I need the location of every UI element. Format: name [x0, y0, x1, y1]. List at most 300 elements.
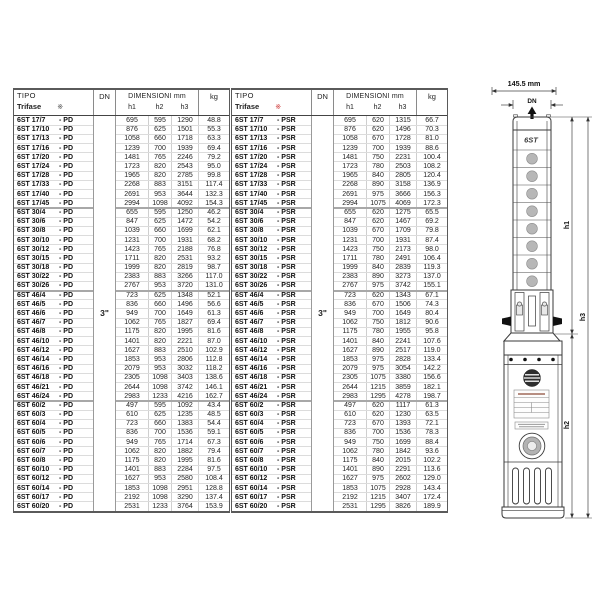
h3-value: 2785: [171, 172, 198, 180]
table-row: [334, 244, 447, 253]
suction-section: [502, 290, 562, 333]
model-name: 6ST 17/45: [235, 199, 268, 207]
table-row: [116, 318, 229, 327]
h1-value: 1723: [124, 163, 140, 171]
h2-value: 625: [148, 126, 171, 134]
model-cell: [232, 327, 311, 336]
model-name: 6ST 30/26: [235, 282, 268, 290]
model-cell: [14, 263, 93, 272]
h3-value: 3742: [389, 282, 416, 290]
h2-value: 883: [148, 466, 171, 474]
h2-value: 700: [366, 429, 389, 437]
model-suffix: - PSR: [277, 310, 296, 318]
model-name: 6ST 60/7: [235, 447, 264, 455]
kg-value: 63.3: [198, 135, 229, 143]
model-cell: [232, 290, 311, 299]
h3-value: 1699: [171, 227, 198, 235]
model-suffix: - PSR: [277, 392, 296, 400]
kg-value: 62.1: [198, 227, 229, 235]
model-suffix: - PSR: [277, 355, 296, 363]
header-h3: h3: [398, 104, 407, 111]
kg-value: 78.3: [416, 429, 447, 437]
kg-value: 54.4: [198, 420, 229, 428]
model-suffix: - PSR: [277, 181, 296, 189]
model-suffix: - PD: [59, 264, 73, 272]
model-cell: [232, 272, 311, 281]
motor-bracket: [504, 333, 562, 365]
model-suffix: - PD: [59, 411, 73, 419]
model-suffix: - PD: [59, 328, 73, 336]
header-h1: h1: [128, 104, 136, 111]
kg-value: 80.4: [416, 309, 447, 317]
model-suffix: - PSR: [277, 227, 296, 235]
model-cell: [232, 143, 311, 152]
table-row: [116, 391, 229, 400]
h3-value: 1290: [171, 116, 198, 125]
kg-value: 65.5: [416, 209, 447, 216]
kg-value: 63.5: [416, 411, 447, 419]
h2-value: 750: [366, 438, 389, 446]
kg-value: 142.2: [416, 365, 447, 373]
h1-value: 2305: [124, 374, 140, 382]
h2-value: 620: [366, 402, 389, 409]
model-suffix: - PSR: [277, 319, 296, 327]
h3-value: 2602: [389, 475, 416, 483]
h1-value: 1853: [342, 484, 358, 492]
model-suffix: - PD: [59, 438, 73, 446]
model-suffix: - PD: [59, 374, 73, 382]
kg-value: 70.3: [416, 126, 447, 134]
h2-value: 953: [148, 355, 171, 363]
h2-value: 890: [366, 181, 389, 189]
h2-value: 595: [148, 402, 171, 409]
table-row: [334, 492, 447, 501]
h2-value: 890: [366, 346, 389, 354]
kg-value: 132.3: [198, 190, 229, 198]
model-name: 6ST 46/16: [235, 365, 268, 373]
h2-value: 620: [366, 218, 389, 226]
kg-value: 189.9: [416, 502, 447, 510]
h1-value: 1401: [124, 466, 140, 474]
h1-value: 1627: [124, 346, 140, 354]
kg-value: 90.6: [416, 319, 447, 327]
h2-value: 953: [148, 190, 171, 198]
model-cell: [232, 483, 311, 492]
kg-value: 131.0: [198, 282, 229, 290]
table-row: [334, 290, 447, 299]
kg-value: 119.0: [416, 346, 447, 354]
h2-value: 820: [148, 328, 171, 336]
model-name: 6ST 30/8: [17, 227, 46, 235]
model-name: 6ST 60/8: [17, 457, 46, 465]
h2-value: 1295: [366, 502, 389, 510]
table-header: [14, 90, 229, 116]
h2-value: 840: [366, 337, 389, 345]
width-dimension: [492, 79, 556, 95]
kg-value: 156.3: [416, 190, 447, 198]
model-cell: [232, 244, 311, 253]
h2-value: 820: [148, 447, 171, 455]
h3-value: 1343: [389, 292, 416, 299]
h3-value: 2806: [171, 355, 198, 363]
kg-value: 102.9: [198, 346, 229, 354]
h1-value: 2691: [124, 190, 140, 198]
kg-value: 136.9: [416, 181, 447, 189]
h3-value: 1348: [171, 292, 198, 299]
table-header: [232, 90, 447, 116]
dimensions-table-pd: [13, 88, 230, 513]
model-name: 6ST 46/8: [17, 328, 46, 336]
h2-value: 780: [366, 447, 389, 455]
h2-value: 953: [148, 282, 171, 290]
model-name: 6ST 60/14: [235, 484, 268, 492]
h3-value: 1117: [389, 402, 416, 409]
model-cell: [14, 446, 93, 455]
table-row: [116, 253, 229, 262]
h2-value: 1215: [366, 493, 389, 501]
model-cell: [232, 125, 311, 134]
model-suffix: - PSR: [277, 199, 296, 207]
model-cell: [232, 446, 311, 455]
h1-value: 610: [126, 411, 138, 419]
model-suffix: - PSR: [277, 346, 296, 354]
h3-value: 3720: [171, 282, 198, 290]
model-cell: [232, 437, 311, 446]
table-body: [14, 116, 229, 511]
model-suffix: - PSR: [277, 245, 296, 253]
h3-value: 1393: [389, 420, 416, 428]
table-row: [334, 189, 447, 198]
h1-value: 1058: [342, 135, 358, 143]
h1-value: 497: [344, 402, 356, 410]
model-name: 6ST 17/16: [235, 144, 268, 152]
h2-value: 750: [366, 319, 389, 327]
data-columns: [116, 116, 229, 511]
h3-value: 2491: [389, 254, 416, 262]
kg-value: 119.3: [416, 264, 447, 272]
h1-value: 1175: [124, 457, 140, 465]
kg-value: 67.1: [416, 292, 447, 299]
model-cell: [14, 244, 93, 253]
model-cell: [232, 253, 311, 262]
model-cell: [14, 116, 93, 125]
model-cell: [14, 391, 93, 400]
kg-value: 107.6: [416, 337, 447, 345]
model-suffix: - PD: [59, 429, 73, 437]
model-suffix: - PSR: [277, 365, 296, 373]
model-name: 6ST 60/17: [235, 493, 268, 501]
h3-value: 2284: [171, 466, 198, 474]
model-name: 6ST 46/24: [235, 392, 268, 400]
kg-value: 59.1: [198, 429, 229, 437]
table-row: [116, 483, 229, 492]
h3-value: 1472: [171, 218, 198, 226]
table-row: [334, 419, 447, 428]
model-suffix: - PD: [59, 475, 73, 483]
model-cell: [14, 189, 93, 198]
h1-value: 2192: [342, 493, 358, 501]
h3-value: 1467: [389, 218, 416, 226]
h3-value: 1092: [171, 402, 198, 409]
kg-value: 133.4: [416, 355, 447, 363]
h1-value: 1423: [124, 245, 140, 253]
h3-value: 1728: [389, 135, 416, 143]
model-name: 6ST 46/6: [235, 310, 264, 318]
table-row: [116, 308, 229, 317]
table-row: [116, 263, 229, 272]
kg-value: 88.6: [416, 144, 447, 152]
h3-value: 3273: [389, 273, 416, 281]
h1-value: 1039: [342, 227, 358, 235]
kg-value: 138.6: [198, 374, 229, 382]
header-dimensioni: DIMENSIONI mm: [128, 93, 186, 100]
h2-value: 765: [148, 319, 171, 327]
model-cell: [232, 410, 311, 419]
model-cell: [232, 308, 311, 317]
h3-value: 3742: [171, 383, 198, 391]
kg-value: 46.2: [198, 209, 229, 216]
h2-value: 890: [366, 466, 389, 474]
model-cell: [232, 189, 311, 198]
h1-value: 836: [344, 429, 356, 437]
table-row: [334, 318, 447, 327]
table-row: [334, 455, 447, 464]
table-row: [334, 354, 447, 363]
kg-value: 108.2: [416, 162, 447, 170]
header-h1: h1: [346, 104, 354, 111]
model-cell: [14, 382, 93, 391]
h1-value: 1401: [342, 466, 358, 474]
table-row: [334, 501, 447, 510]
model-cell: [232, 281, 311, 290]
h2-value: 883: [148, 273, 171, 281]
table-row: [116, 152, 229, 161]
model-suffix: - PD: [59, 484, 73, 492]
header-h2: h2: [155, 104, 164, 111]
kg-value: 97.5: [198, 466, 229, 474]
h2-value: 765: [148, 153, 171, 161]
model-suffix: - PD: [59, 457, 73, 465]
h2-value: 820: [148, 172, 171, 180]
h2-value: 883: [148, 181, 171, 189]
kg-value: 117.4: [198, 181, 229, 189]
h3-value: 4092: [171, 199, 198, 207]
kg-value: 106.4: [416, 254, 447, 262]
h1-value: 2305: [342, 374, 358, 382]
kg-value: 87.0: [198, 337, 229, 345]
h3-value: 2928: [389, 484, 416, 492]
kg-value: 61.3: [416, 402, 447, 409]
model-cell: [14, 308, 93, 317]
model-cell: [14, 226, 93, 235]
table-row: [334, 143, 447, 152]
model-name: 6ST 30/22: [17, 273, 50, 281]
kg-value: 156.6: [416, 374, 447, 382]
h3-value: 1649: [389, 309, 416, 317]
kg-value: 100.4: [416, 153, 447, 161]
h2-value: 620: [366, 209, 389, 216]
header-tipo-label: TIPO: [235, 91, 254, 100]
table-row: [334, 217, 447, 226]
h3-value: 1699: [389, 438, 416, 446]
model-suffix: - PD: [59, 319, 73, 327]
table-row: [116, 180, 229, 189]
model-suffix: - PSR: [277, 236, 296, 244]
h1-value: 1175: [342, 328, 358, 336]
side-bolt-icon: [502, 317, 562, 327]
h3-value: 3407: [389, 493, 416, 501]
h3-value: 1649: [171, 309, 198, 317]
kg-value: 54.2: [198, 218, 229, 226]
table-row: [334, 446, 447, 455]
kg-value: 182.1: [416, 383, 447, 391]
model-suffix: - PSR: [277, 144, 296, 152]
kg-value: 120.4: [416, 172, 447, 180]
table-body: [232, 116, 447, 511]
h1-value: 1999: [342, 264, 358, 272]
model-name: 6ST 60/5: [235, 429, 264, 437]
h1-value: 1711: [342, 254, 358, 262]
table-row: [116, 373, 229, 382]
table-row: [334, 253, 447, 262]
model-suffix: - PSR: [277, 218, 296, 226]
table-row: [116, 327, 229, 336]
h1-value: 949: [344, 438, 356, 446]
model-cell: [232, 171, 311, 180]
h2-value: 1233: [148, 392, 171, 400]
table-row: [334, 152, 447, 161]
model-name: 6ST 46/12: [17, 346, 50, 354]
h3-value: 1501: [171, 126, 198, 134]
h3-value: 3266: [171, 273, 198, 281]
h3-value: 3859: [389, 383, 416, 391]
h2-value: 1098: [148, 493, 171, 501]
h3-value: 3158: [389, 181, 416, 189]
h2-value: 975: [366, 282, 389, 290]
model-cell: [232, 116, 311, 125]
kg-value: 99.8: [198, 172, 229, 180]
model-cell: [232, 299, 311, 308]
table-row: [116, 446, 229, 455]
kg-value: 61.3: [198, 309, 229, 317]
h1-value: 1853: [124, 484, 140, 492]
h1-value: 1062: [124, 319, 140, 327]
model-cell: [14, 152, 93, 161]
h2-value: 660: [148, 135, 171, 143]
h1-value: 2983: [124, 392, 140, 400]
model-name: 6ST 46/8: [235, 328, 264, 336]
nameplate: [514, 390, 549, 418]
h1-value: 836: [344, 300, 356, 308]
h3-value: 1955: [389, 328, 416, 336]
h1-value: 1239: [342, 144, 358, 152]
table-row: [116, 290, 229, 299]
h1-value: 2767: [124, 282, 140, 290]
h1-value: 1175: [124, 328, 140, 336]
model-suffix: - PD: [59, 153, 73, 161]
h3-value: 2173: [389, 245, 416, 253]
table-row: [116, 364, 229, 373]
model-name: 6ST 46/16: [17, 365, 50, 373]
kg-value: 43.4: [198, 402, 229, 409]
h1-value: 1999: [124, 264, 140, 272]
bolt-dots: [509, 358, 555, 362]
model-suffix: - PD: [59, 126, 73, 134]
model-name: 6ST 17/16: [17, 144, 50, 152]
model-cell: [232, 400, 311, 409]
header-h3: h3: [180, 104, 189, 111]
brand-logo-icon: [524, 370, 541, 387]
model-cell: [14, 281, 93, 290]
h2-value: 750: [366, 245, 389, 253]
table-row: [334, 336, 447, 345]
model-cell: [14, 419, 93, 428]
h2-value: 1295: [366, 392, 389, 400]
h2-value: 840: [366, 456, 389, 464]
h1-value: 1965: [342, 172, 358, 180]
h3-value: 1718: [171, 135, 198, 143]
h2-value: 620: [366, 292, 389, 299]
model-name: 6ST 60/20: [235, 502, 268, 510]
motor-fins: [504, 462, 562, 504]
model-name: 6ST 60/7: [17, 447, 46, 455]
h1-value: 1062: [342, 447, 358, 455]
kg-value: 48.8: [198, 116, 229, 125]
kg-value: 93.2: [198, 254, 229, 262]
model-cell: [14, 290, 93, 299]
h3-value: 3151: [171, 181, 198, 189]
table-row: [334, 116, 447, 125]
h1-value: 876: [344, 126, 356, 134]
table-row: [116, 299, 229, 308]
model-name: 6ST 17/24: [17, 163, 50, 171]
model-suffix: - PD: [59, 346, 73, 354]
model-suffix: - PD: [59, 292, 73, 300]
model-name: 6ST 17/45: [17, 199, 50, 207]
h3-dimension-label: h3: [580, 312, 587, 322]
kg-value: 69.4: [198, 319, 229, 327]
kg-value: 55.3: [198, 126, 229, 134]
h2-value: 670: [366, 420, 389, 428]
h1-value: 695: [344, 116, 356, 124]
model-name: 6ST 60/6: [235, 438, 264, 446]
model-cell: [14, 134, 93, 143]
kg-value: 68.2: [198, 236, 229, 244]
model-suffix: - PD: [59, 273, 73, 281]
model-cell: [14, 345, 93, 354]
bottom-cap: [502, 507, 564, 518]
model-cell: [14, 400, 93, 409]
h2-value: 700: [366, 144, 389, 152]
h2-value: 953: [148, 365, 171, 373]
model-suffix: - PD: [59, 116, 73, 124]
pump-stages: [513, 150, 551, 287]
h2-value: 700: [366, 309, 389, 317]
model-cell: [14, 143, 93, 152]
h1-value: 1627: [342, 475, 358, 483]
kg-value: 162.7: [198, 392, 229, 400]
model-cell: [14, 437, 93, 446]
h1-value: 2691: [342, 190, 358, 198]
model-suffix: - PSR: [277, 493, 296, 501]
model-suffix: - PSR: [277, 126, 296, 134]
model-name: 6ST 60/4: [235, 420, 264, 428]
model-cell: [232, 345, 311, 354]
model-suffix: - PSR: [277, 254, 296, 262]
model-suffix: - PSR: [277, 457, 296, 465]
table-row: [334, 161, 447, 170]
header-tipo: [14, 90, 94, 115]
